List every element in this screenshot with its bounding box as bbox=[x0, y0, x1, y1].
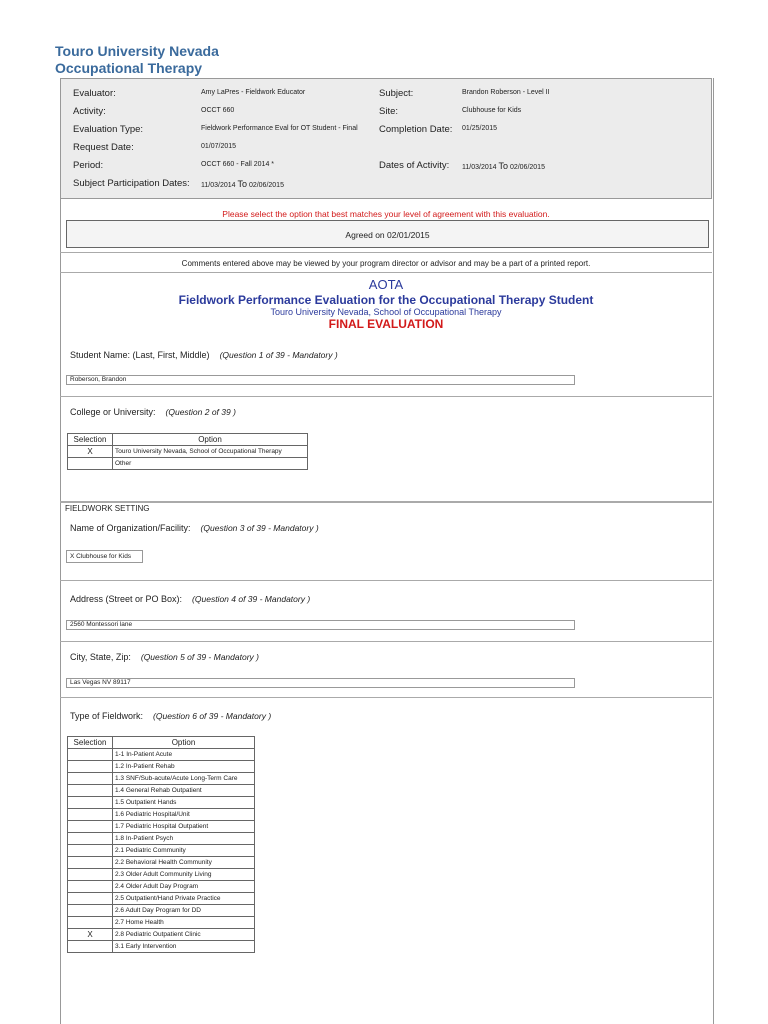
period-value: OCCT 660 - Fall 2014 * bbox=[201, 161, 275, 168]
q1-label: Student Name: (Last, First, Middle) (Question 1 of 39 - Mandatory ) bbox=[70, 350, 338, 360]
activity-value: OCCT 660 bbox=[201, 107, 235, 114]
selection-cell[interactable] bbox=[68, 749, 113, 761]
table-row[interactable] bbox=[68, 845, 255, 857]
table-row[interactable] bbox=[68, 785, 255, 797]
divider bbox=[60, 580, 712, 581]
selection-cell[interactable]: X bbox=[68, 929, 113, 941]
activity-label: Activity: bbox=[73, 106, 106, 117]
selection-cell[interactable] bbox=[68, 785, 113, 797]
divider bbox=[60, 697, 712, 698]
table-row[interactable] bbox=[68, 761, 255, 773]
table-row[interactable] bbox=[68, 917, 255, 929]
option-header: Option bbox=[113, 737, 255, 749]
table-row[interactable]: Other bbox=[68, 458, 308, 470]
option-cell: 1.8 In-Patient Psych bbox=[113, 833, 255, 845]
college-options-table bbox=[67, 433, 308, 470]
subject-label: Subject: bbox=[379, 88, 414, 99]
q3-label: Name of Organization/Facility: (Question 3 of 39 - Mandatory ) bbox=[70, 523, 319, 533]
agreement-note: Please select the option that best matches your level of agreement with this evaluation. bbox=[222, 209, 550, 219]
option-cell: 2.3 Older Adult Community Living bbox=[113, 869, 255, 881]
table-row[interactable] bbox=[68, 881, 255, 893]
selection-cell[interactable] bbox=[68, 857, 113, 869]
dates-value: 11/03/2014 To 02/06/2015 bbox=[462, 161, 545, 171]
table-row[interactable] bbox=[68, 797, 255, 809]
header-university: Touro University Nevada bbox=[55, 43, 219, 59]
table-row[interactable] bbox=[68, 749, 255, 761]
participation-label: Subject Participation Dates: bbox=[73, 178, 190, 189]
comments-note: Comments entered above may be viewed by your program director or advisor and may be a part of a printed report. bbox=[181, 259, 591, 268]
aota-title: AOTA bbox=[368, 277, 404, 292]
selection-cell[interactable] bbox=[68, 773, 113, 785]
table-row[interactable] bbox=[68, 773, 255, 785]
q2-label: College or University: (Question 2 of 39 ) bbox=[70, 407, 236, 417]
selection-cell[interactable] bbox=[68, 869, 113, 881]
table-row[interactable] bbox=[68, 893, 255, 905]
option-cell: 1.7 Pediatric Hospital Outpatient bbox=[113, 821, 255, 833]
table-row[interactable] bbox=[68, 833, 255, 845]
eval-type-value: Fieldwork Performance Eval for OT Student - Final bbox=[201, 125, 358, 132]
table-row[interactable] bbox=[68, 929, 255, 941]
evaluator-value: Amy LaPres - Fieldwork Educator bbox=[201, 89, 306, 96]
eval-type-label: Evaluation Type: bbox=[73, 124, 144, 135]
dates-label: Dates of Activity: bbox=[379, 160, 450, 171]
table-row[interactable] bbox=[68, 905, 255, 917]
site-value: Clubhouse for Kids bbox=[462, 107, 522, 114]
option-cell: 2.5 Outpatient/Hand Private Practice bbox=[113, 893, 255, 905]
request-label: Request Date: bbox=[73, 142, 134, 153]
option-cell: 2.4 Older Adult Day Program bbox=[113, 881, 255, 893]
evaluation-title: Fieldwork Performance Evaluation for the Occupational Therapy Student bbox=[178, 293, 594, 307]
completion-label: Completion Date: bbox=[379, 124, 453, 135]
header bbox=[55, 43, 219, 77]
q4-label: Address (Street or PO Box): (Question 4 of 39 - Mandatory ) bbox=[70, 594, 311, 604]
organization-field[interactable]: X Clubhouse for Kids bbox=[66, 550, 143, 563]
selection-cell[interactable] bbox=[68, 797, 113, 809]
selection-cell[interactable] bbox=[68, 845, 113, 857]
school-subtitle: Touro University Nevada, School of Occupational Therapy bbox=[270, 307, 502, 317]
option-cell: 2.8 Pediatric Outpatient Clinic bbox=[113, 929, 255, 941]
selection-cell[interactable] bbox=[68, 941, 113, 953]
option-cell: 2.6 Adult Day Program for DD bbox=[113, 905, 255, 917]
option-cell: 1.5 Outpatient Hands bbox=[113, 797, 255, 809]
selection-cell[interactable] bbox=[68, 821, 113, 833]
selection-cell[interactable] bbox=[68, 917, 113, 929]
address-field[interactable]: 2560 Montessori lane bbox=[66, 620, 575, 630]
site-label: Site: bbox=[379, 106, 399, 117]
option-cell: 3.1 Early Intervention bbox=[113, 941, 255, 953]
selection-cell[interactable] bbox=[68, 761, 113, 773]
divider bbox=[60, 252, 712, 253]
info-panel bbox=[60, 78, 712, 199]
evaluator-label: Evaluator: bbox=[73, 88, 116, 99]
table-row[interactable] bbox=[68, 809, 255, 821]
divider bbox=[60, 272, 712, 273]
selection-header: Selection bbox=[68, 737, 113, 749]
option-cell: 2.7 Home Health bbox=[113, 917, 255, 929]
fieldwork-setting-heading: FIELDWORK SETTING bbox=[65, 504, 150, 513]
header-program: Occupational Therapy bbox=[55, 60, 203, 76]
selection-cell[interactable] bbox=[68, 905, 113, 917]
selection-cell[interactable] bbox=[68, 881, 113, 893]
option-cell: 1.2 In-Patient Rehab bbox=[113, 761, 255, 773]
q6-label: Type of Fieldwork: (Question 6 of 39 - Mandatory ) bbox=[70, 711, 272, 721]
q5-label: City, State, Zip: (Question 5 of 39 - Mandatory ) bbox=[70, 652, 259, 662]
divider bbox=[60, 641, 712, 642]
selection-cell[interactable] bbox=[68, 809, 113, 821]
subject-value: Brandon Roberson - Level II bbox=[462, 89, 550, 96]
final-evaluation-title: FINAL EVALUATION bbox=[328, 317, 444, 331]
table-row[interactable] bbox=[68, 821, 255, 833]
divider bbox=[60, 501, 712, 503]
option-cell: 1.4 General Rehab Outpatient bbox=[113, 785, 255, 797]
request-value: 01/07/2015 bbox=[201, 143, 237, 150]
selection-cell[interactable] bbox=[68, 893, 113, 905]
completion-value: 01/25/2015 bbox=[462, 125, 498, 132]
option-cell: 1.6 Pediatric Hospital/Unit bbox=[113, 809, 255, 821]
option-cell: 1.3 SNF/Sub-acute/Acute Long-Term Care bbox=[113, 773, 255, 785]
divider bbox=[60, 396, 712, 397]
table-row[interactable] bbox=[68, 941, 255, 953]
table-row[interactable] bbox=[68, 857, 255, 869]
table-row[interactable]: X Touro University Nevada, School of Occupational Therapy bbox=[68, 446, 308, 458]
option-cell: 2.1 Pediatric Community bbox=[113, 845, 255, 857]
city-state-zip-field[interactable]: Las Vegas NV 89117 bbox=[66, 678, 575, 688]
participation-value: 11/03/2014 To 02/06/2015 bbox=[201, 179, 284, 189]
table-row[interactable] bbox=[68, 869, 255, 881]
period-label: Period: bbox=[73, 160, 104, 171]
option-header: Option bbox=[113, 434, 308, 446]
selection-cell[interactable] bbox=[68, 833, 113, 845]
option-cell: 2.2 Behavioral Health Community bbox=[113, 857, 255, 869]
agreement-status[interactable]: Agreed on 02/01/2015 bbox=[66, 220, 709, 248]
student-name-field[interactable]: Roberson, Brandon bbox=[66, 375, 575, 385]
selection-header: Selection bbox=[68, 434, 113, 446]
option-cell: 1-1 In-Patient Acute bbox=[113, 749, 255, 761]
fieldwork-type-table bbox=[67, 736, 255, 953]
